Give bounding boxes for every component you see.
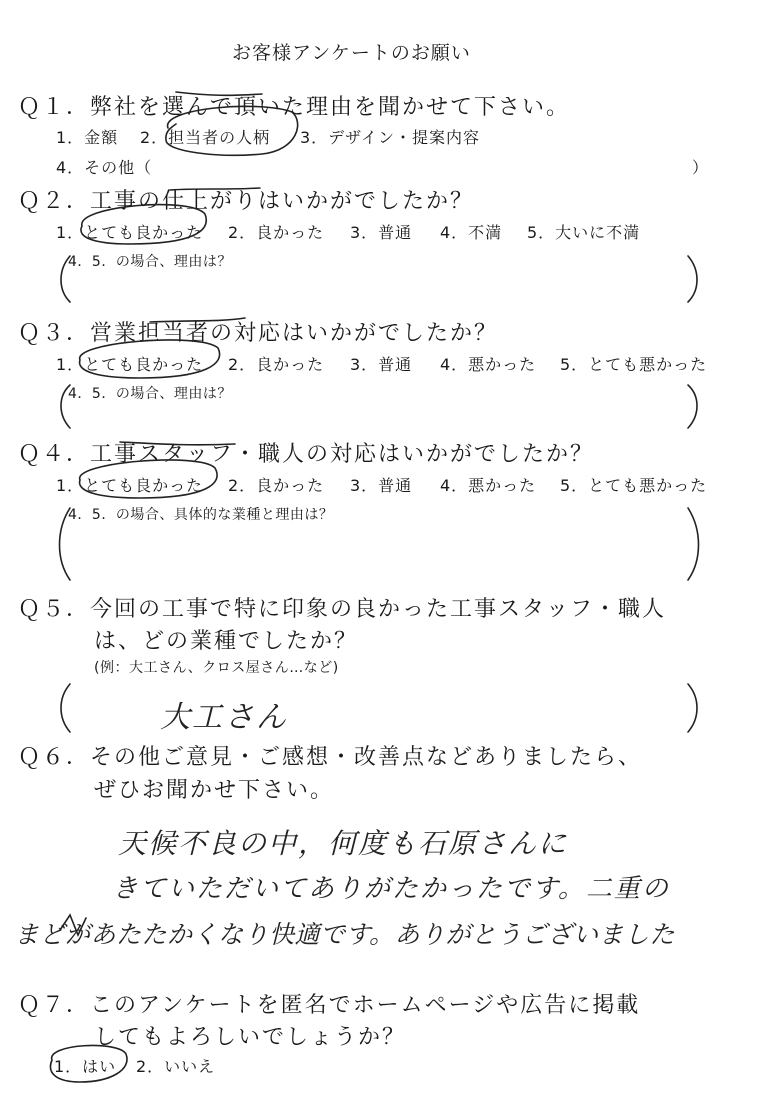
q1-option-2[interactable]: 2．担当者の人柄 <box>140 128 271 147</box>
q3-option-5[interactable]: 5．とても悪かった <box>560 355 708 374</box>
q2-option-3[interactable]: 3．普通 <box>350 223 413 242</box>
q2-reason-prompt: 4．5．の場合、理由は？ <box>68 254 232 270</box>
q4-reason-prompt: 4．5．の場合、具体的な業種と理由は？ <box>68 507 334 523</box>
q3-strike-line <box>150 318 245 322</box>
q1-selection-circle <box>166 106 298 155</box>
q4-question: Ｑ４．工事スタッフ・職人の対応はいかがでしたか？ <box>18 442 595 467</box>
q6-answer-line1[interactable]: 天候不良の中，何度も石原さんに <box>118 827 569 860</box>
q3-selection-circle <box>80 340 220 378</box>
q2-strike-line <box>170 188 260 190</box>
q1-option-1[interactable]: 1．金額 <box>56 128 119 147</box>
q4-selection-circle <box>80 460 218 498</box>
q6-answer-line3[interactable]: まどがあたたかくなり快適です。ありがとうございました <box>14 920 676 949</box>
q7-option-2[interactable]: 2．いいえ <box>136 1057 216 1076</box>
q5-question-line2: は、どの業種でしたか？ <box>94 629 359 654</box>
q2-question: Ｑ２．工事の仕上がりはいかがでしたか？ <box>18 189 475 214</box>
q4-option-4[interactable]: 4．悪かった <box>440 476 537 495</box>
q6-question-line1: Ｑ６．その他ご意見・ご感想・改善点などありましたら、 <box>18 745 643 770</box>
q3-option-2[interactable]: 2．良かった <box>228 355 325 374</box>
q4-left-bracket <box>60 508 71 580</box>
q3-left-bracket <box>61 385 70 428</box>
q3-option-1[interactable]: 1．とても良かった <box>56 355 204 374</box>
q1-other-close-paren: ） <box>692 158 710 177</box>
page-title: お客様アンケートのお願い <box>232 42 471 64</box>
q3-option-3[interactable]: 3．普通 <box>350 355 413 374</box>
q2-left-bracket <box>61 256 70 302</box>
q7-question-line2: してもよろしいでしょうか？ <box>94 1025 407 1050</box>
q6-question-line2: ぜひお聞かせ下さい。 <box>94 778 335 803</box>
q5-example: (例：大工さん、クロス屋さん…など) <box>94 660 339 676</box>
q2-option-2[interactable]: 2．良かった <box>228 223 325 242</box>
q7-selection-circle <box>50 1045 127 1082</box>
q4-option-5[interactable]: 5．とても悪かった <box>560 476 708 495</box>
q1-option-4[interactable]: 4．その他（ <box>56 158 153 177</box>
q5-question-line1: Ｑ５．今回の工事で特に印象の良かった工事スタッフ・職人 <box>18 597 667 622</box>
q7-option-1[interactable]: 1．はい <box>54 1057 117 1076</box>
q5-answer[interactable]: 大工さん <box>160 700 288 735</box>
q4-option-1[interactable]: 1．とても良かった <box>56 476 204 495</box>
q4-option-3[interactable]: 3．普通 <box>350 476 413 495</box>
q6-answer-line2[interactable]: きていただいてありがたかったです。二重の <box>112 874 670 904</box>
q7-question-line1: Ｑ７．このアンケートを匿名でホームページや広告に掲載 <box>18 993 641 1018</box>
q3-reason-prompt: 4．5．の場合、理由は？ <box>68 386 232 402</box>
q2-selection-circle <box>81 205 206 244</box>
q6-correction-scribble <box>60 915 86 935</box>
q4-strike-line <box>120 442 235 445</box>
q1-question: Ｑ１．弊社を選んで頂いた理由を聞かせて下さい。 <box>18 95 571 120</box>
q5-right-bracket <box>688 684 697 732</box>
q1-strike-line <box>176 92 262 95</box>
q3-option-4[interactable]: 4．悪かった <box>440 355 537 374</box>
q1-option-3[interactable]: 3．デザイン・提案内容 <box>300 128 481 147</box>
q4-right-bracket <box>688 508 699 580</box>
q2-right-bracket <box>688 256 697 302</box>
q3-question: Ｑ３．営業担当者の対応はいかがでしたか？ <box>18 321 499 346</box>
q5-left-bracket <box>61 684 70 732</box>
q4-option-2[interactable]: 2．良かった <box>228 476 325 495</box>
q3-right-bracket <box>688 385 697 428</box>
q2-option-1[interactable]: 1．とても良かった <box>56 223 204 242</box>
q2-option-4[interactable]: 4．不満 <box>440 223 503 242</box>
q2-option-5[interactable]: 5．大いに不満 <box>527 223 641 242</box>
